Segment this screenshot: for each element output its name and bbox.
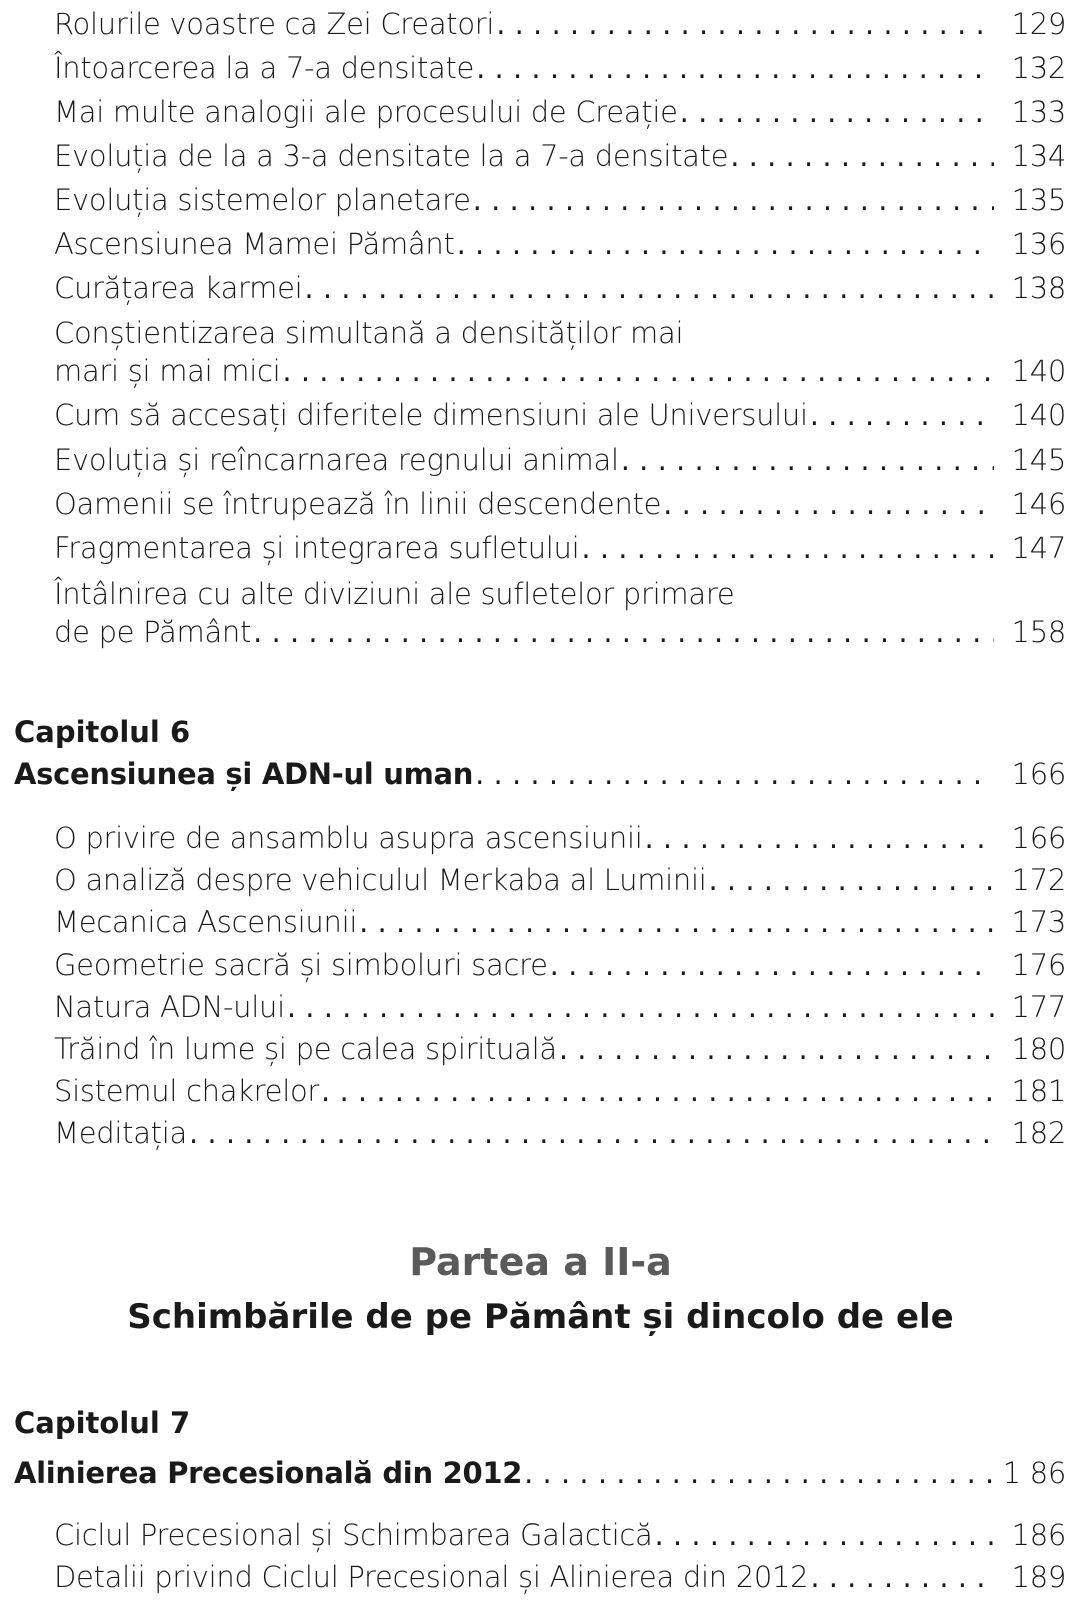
toc-entry-title: Fragmentarea și integrarea sufletului	[54, 531, 580, 565]
toc-entry-page: 180	[1011, 1032, 1066, 1066]
toc-entry-page: 129	[1011, 7, 1066, 41]
toc-entry	[54, 946, 1066, 984]
toc-entry-title: Evoluția sistemelor planetare	[54, 183, 471, 217]
toc-entry-page: 173	[1011, 905, 1066, 939]
toc-entry	[54, 1114, 1066, 1152]
toc-entry-title: Mai multe analogii ale procesului de Creație	[54, 95, 678, 129]
toc-entry-page: 181	[1011, 1074, 1066, 1108]
toc-entry-title: Geometrie sacră și simboluri sacre	[54, 948, 548, 982]
dot-leader	[581, 529, 994, 567]
dot-leader	[282, 352, 994, 390]
dot-leader	[644, 819, 994, 857]
toc-entry-page: 146	[1011, 487, 1066, 521]
dot-leader	[304, 269, 994, 307]
toc-entry-title: Rolurile voastre ca Zei Creatori	[54, 7, 495, 41]
toc-entry-page: 182	[1011, 1116, 1066, 1150]
toc-entry-page: 134	[1011, 139, 1066, 173]
toc-entry	[54, 1516, 1066, 1554]
dot-leader	[476, 49, 994, 87]
toc-entry	[54, 988, 1066, 1026]
toc-entry-title-line1: Întâlnirea cu alte diviziuni ale sufletelor primare	[54, 577, 735, 611]
dot-leader	[810, 396, 994, 434]
toc-entry-title: O analiză despre vehiculul Merkaba al Luminii	[54, 863, 707, 897]
toc-entry	[54, 181, 1066, 219]
toc-entry-title: Mecanica Ascensiunii	[54, 905, 358, 939]
dot-leader	[524, 1454, 994, 1492]
toc-entry	[54, 861, 1066, 899]
toc-entry-two-line	[54, 314, 1066, 390]
toc-entry	[54, 903, 1066, 941]
chapter-label: Capitolul 7	[14, 1406, 191, 1440]
toc-entry-title: Meditația	[54, 1116, 187, 1150]
dot-leader	[621, 441, 994, 479]
toc-entry-page: 133	[1011, 95, 1066, 129]
toc-entry-page: 166	[1011, 821, 1066, 855]
toc-entry-title: Detalii privind Ciclul Precesional și Alinierea din 2012	[54, 1560, 809, 1594]
toc-entry	[54, 49, 1066, 87]
toc-entry	[54, 485, 1066, 523]
dot-leader	[810, 1558, 994, 1596]
dot-leader	[475, 755, 994, 793]
toc-entry-page: 176	[1011, 948, 1066, 982]
toc-entry-title-line2: de pe Pământ	[54, 615, 252, 649]
toc-entry-page: 158	[1011, 615, 1066, 649]
toc-entry	[54, 137, 1066, 175]
dot-leader	[730, 137, 994, 175]
toc-entry-title: Cum să accesați diferitele dimensiuni ale Universului	[54, 398, 808, 432]
toc-entry-page: 186	[1011, 1518, 1066, 1552]
toc-entry	[54, 819, 1066, 857]
toc-entry-page: 140	[1011, 398, 1066, 432]
toc-entry	[54, 441, 1066, 479]
toc-entry	[54, 529, 1066, 567]
toc-entry	[54, 1030, 1066, 1068]
dot-leader	[709, 861, 995, 899]
toc-entry-page: 136	[1011, 227, 1066, 261]
toc-entry-title: Natura ADN-ului	[54, 990, 285, 1024]
chapter-heading	[14, 755, 1066, 793]
toc-entry-page: 147	[1011, 531, 1066, 565]
toc-entry-title: Evoluția și reîncarnarea regnului animal	[54, 443, 619, 477]
toc-entry-title-line1: Conștientizarea simultană a densităților mai	[54, 316, 684, 350]
dot-leader	[253, 613, 994, 651]
dot-leader	[189, 1114, 994, 1152]
toc-entry-page: 140	[1011, 354, 1066, 388]
dot-leader	[359, 903, 994, 941]
toc-entry-page: 172	[1011, 863, 1066, 897]
toc-entry-title: Ciclul Precesional și Schimbarea Galactică	[54, 1518, 653, 1552]
chapter-label: Capitolul 6	[14, 715, 191, 749]
toc-entry	[54, 1558, 1066, 1596]
toc-entry-page: 138	[1011, 271, 1066, 305]
dot-leader	[654, 1516, 994, 1554]
chapter-page: 166	[1011, 757, 1066, 791]
toc-entry-page: 132	[1011, 51, 1066, 85]
toc-entry-title-line2: mari și mai mici	[54, 354, 281, 388]
chapter-heading	[14, 1454, 1066, 1492]
chapter-title: Alinierea Precesională din 2012	[14, 1456, 523, 1490]
part-subtitle: Schimbările de pe Pământ și dincolo de ele	[127, 1297, 954, 1337]
toc-entry	[54, 5, 1066, 43]
toc-entry-title: Curățarea karmei	[54, 271, 303, 305]
toc-entry	[54, 396, 1066, 434]
toc-entry-title: Întoarcerea la a 7-a densitate	[54, 51, 475, 85]
toc-entry-page: 189	[1011, 1560, 1066, 1594]
toc-entry-page: 145	[1011, 443, 1066, 477]
toc-entry-title: Trăind în lume și pe calea spirituală	[54, 1032, 557, 1066]
chapter-page: 1 86	[1002, 1456, 1066, 1490]
toc-entry-title: O privire de ansamblu asupra ascensiunii	[54, 821, 643, 855]
toc-entry	[54, 225, 1066, 263]
toc-entry-page: 177	[1011, 990, 1066, 1024]
dot-leader	[473, 181, 994, 219]
toc-entry	[54, 269, 1066, 307]
dot-leader	[496, 5, 994, 43]
chapter-title: Ascensiunea și ADN-ul uman	[14, 757, 474, 791]
toc-entry	[54, 1072, 1066, 1110]
toc-entry-title: Oamenii se întrupează în linii descendente	[54, 487, 662, 521]
dot-leader	[680, 93, 994, 131]
dot-leader	[321, 1072, 994, 1110]
dot-leader	[457, 225, 994, 263]
dot-leader	[559, 1030, 994, 1068]
toc-entry-title: Evoluția de la a 3-a densitate la a 7-a densitate	[54, 139, 729, 173]
toc-entry-title: Ascensiunea Mamei Pământ	[54, 227, 455, 261]
dot-leader	[663, 485, 994, 523]
toc-entry	[54, 93, 1066, 131]
dot-leader	[287, 988, 994, 1026]
part-title: Partea a II-a	[409, 1240, 672, 1284]
toc-entry-two-line	[54, 575, 1066, 651]
toc-entry-title: Sistemul chakrelor	[54, 1074, 320, 1108]
dot-leader	[550, 946, 994, 984]
toc-entry-page: 135	[1011, 183, 1066, 217]
